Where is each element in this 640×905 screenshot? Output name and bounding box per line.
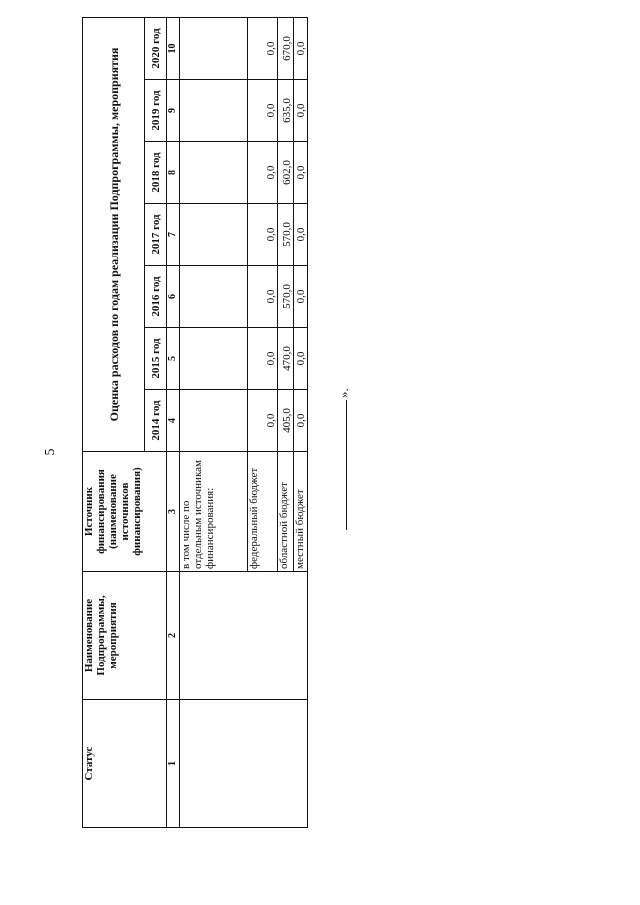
value-cell: 0,0 <box>294 390 308 452</box>
value-cell <box>180 328 248 390</box>
value-cell: 0,0 <box>294 328 308 390</box>
status-cell <box>180 700 308 828</box>
header-year: 2014 год <box>145 390 167 452</box>
column-number: 5 <box>167 328 180 390</box>
value-cell: 0,0 <box>248 142 278 204</box>
column-number: 6 <box>167 266 180 328</box>
value-cell <box>180 17 248 79</box>
source-cell: в том числе по отдельным источникам финансирования: <box>180 452 248 572</box>
column-number: 1 <box>167 700 180 828</box>
page-number: 5 <box>43 448 58 456</box>
column-number: 4 <box>167 390 180 452</box>
value-cell: 570,0 <box>278 204 294 266</box>
value-cell: 0,0 <box>248 266 278 328</box>
source-cell: федеральный бюджет <box>248 452 278 572</box>
value-cell: 670,0 <box>278 17 294 79</box>
value-cell: 405,0 <box>278 390 294 452</box>
name-cell <box>180 572 308 700</box>
value-cell: 0,0 <box>294 204 308 266</box>
column-number: 3 <box>167 452 180 572</box>
header-name: Наименование Подпрограммы, мероприятия <box>83 572 167 700</box>
header-source: Источник финансирования (наименование источников финансирования) <box>83 452 167 572</box>
budget-table <box>82 17 308 828</box>
value-cell: 570,0 <box>278 266 294 328</box>
value-cell: 602,0 <box>278 142 294 204</box>
column-number: 2 <box>167 572 180 700</box>
budget-table-container <box>82 18 307 828</box>
header-year: 2019 год <box>145 80 167 142</box>
value-cell: 635,0 <box>278 80 294 142</box>
column-number: 7 <box>167 204 180 266</box>
value-cell: 0,0 <box>248 328 278 390</box>
value-cell: 470,0 <box>278 328 294 390</box>
value-cell <box>180 142 248 204</box>
column-number: 8 <box>167 142 180 204</box>
closing-quote: ». <box>336 388 351 398</box>
value-cell: 0,0 <box>248 390 278 452</box>
column-number: 10 <box>167 17 180 79</box>
header-year: 2016 год <box>145 266 167 328</box>
underline <box>346 400 347 530</box>
value-cell <box>180 266 248 328</box>
value-cell: 0,0 <box>294 17 308 79</box>
header-year: 2015 год <box>145 328 167 390</box>
table-row <box>180 17 248 827</box>
source-cell: местный бюджет <box>294 452 308 572</box>
value-cell: 0,0 <box>248 80 278 142</box>
value-cell <box>180 80 248 142</box>
value-cell <box>180 204 248 266</box>
header-status: Статус <box>83 700 167 828</box>
header-year: 2018 год <box>145 142 167 204</box>
header-year: 2020 год <box>145 17 167 79</box>
value-cell: 0,0 <box>294 80 308 142</box>
closing-signature-line <box>336 380 352 530</box>
column-number: 9 <box>167 80 180 142</box>
value-cell: 0,0 <box>248 204 278 266</box>
source-cell: областной бюджет <box>278 452 294 572</box>
header-year: 2017 год <box>145 204 167 266</box>
header-estimate: Оценка расходов по годам реализации Подпрограммы, мероприятия <box>83 17 145 451</box>
value-cell: 0,0 <box>248 17 278 79</box>
value-cell: 0,0 <box>294 142 308 204</box>
value-cell <box>180 390 248 452</box>
value-cell: 0,0 <box>294 266 308 328</box>
